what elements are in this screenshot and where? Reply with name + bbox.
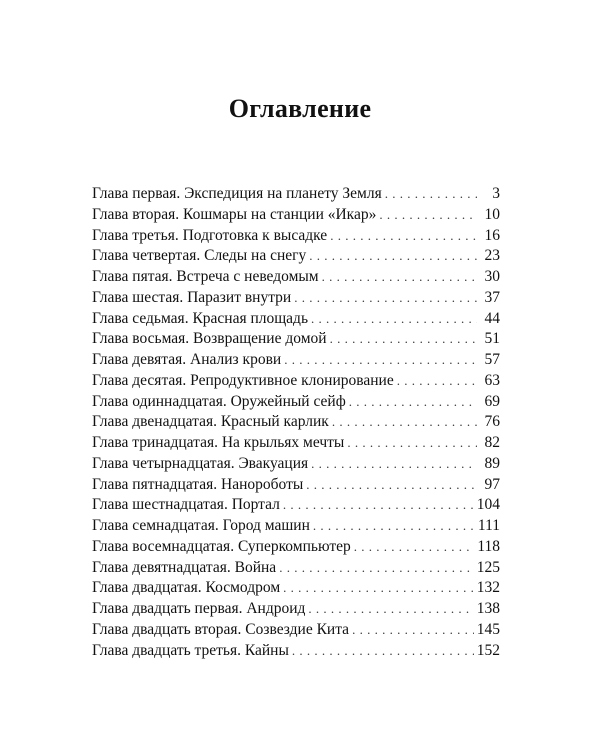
toc-entry-page-number: 82 [484, 434, 500, 451]
toc-entry-title: Глава третья. Подготовка к высадке [92, 226, 328, 244]
toc-entry-title: Глава девятнадцатая. Война [92, 558, 277, 576]
toc-entry-title: Глава шестнадцатая. Портал [92, 496, 280, 514]
dot-leader [309, 246, 477, 267]
toc-entry-page-number: 111 [477, 517, 500, 534]
toc-entry-title: Глава пятая. Встреча с неведомым [92, 268, 319, 285]
toc-entry-title: Глава двадцать третья. Кайны [92, 641, 289, 659]
toc-entry-title: Глава седьмая. Красная площадь [92, 309, 309, 327]
toc-entry [92, 329, 500, 350]
toc-entry-title: Глава первая. Экспедиция на планету Земля [92, 185, 382, 202]
toc-entry [92, 433, 500, 454]
toc-entry-page-number: 76 [484, 413, 500, 431]
toc-entry-title: Глава двадцать первая. Андроид [92, 600, 306, 617]
toc-entry-title: Глава двенадцатая. Красный карлик [92, 413, 329, 431]
dot-leader [379, 205, 477, 226]
toc-entry-title: Глава пятнадцатая. Нанороботы [92, 475, 304, 493]
table-of-contents [92, 184, 500, 661]
dot-leader [283, 578, 474, 599]
toc-entry [92, 267, 500, 288]
toc-entry-page-number: 118 [477, 537, 500, 555]
toc-entry [92, 558, 500, 579]
toc-entry-title: Глава десятая. Репродуктивное клонирование [92, 371, 394, 389]
toc-entry [92, 246, 500, 267]
toc-entry-title: Глава двадцатая. Космодром [92, 579, 281, 597]
toc-entry-title: Глава восьмая. Возвращение домой [92, 330, 327, 348]
toc-entry-page-number: 44 [484, 309, 500, 327]
toc-entry-title: Глава вторая. Кошмары на станции «Икар» [92, 205, 377, 223]
toc-entry-title: Глава четвертая. Следы на снегу [92, 247, 307, 265]
page-title: Оглавление [228, 94, 372, 123]
dot-leader [311, 454, 477, 475]
dot-leader [354, 537, 475, 558]
toc-entry-page-number: 10 [484, 205, 500, 223]
toc-entry-page-number: 16 [484, 226, 500, 244]
toc-entry-title: Глава тринадцатая. На крыльях мечты [92, 434, 345, 451]
toc-entry-page-number: 69 [484, 392, 500, 410]
toc-entry [92, 371, 500, 392]
toc-entry [92, 537, 500, 558]
dot-leader [332, 412, 477, 433]
toc-entry-page-number: 145 [476, 620, 500, 638]
dot-leader [322, 267, 477, 288]
dot-leader [279, 558, 474, 579]
toc-entry-page-number: 97 [484, 475, 500, 493]
toc-entry-page-number: 30 [484, 268, 500, 285]
toc-entry-page-number: 138 [476, 600, 500, 617]
dot-leader [352, 620, 474, 641]
toc-entry [92, 412, 500, 433]
toc-entry-page-number: 132 [476, 579, 500, 597]
dot-leader [349, 392, 477, 413]
toc-entry-page-number: 3 [492, 185, 500, 202]
dot-leader [306, 475, 477, 496]
toc-entry [92, 309, 500, 330]
dot-leader [311, 309, 477, 330]
dot-leader [292, 641, 474, 662]
toc-entry [92, 226, 500, 247]
dot-leader [313, 516, 475, 537]
toc-entry [92, 641, 500, 662]
toc-entry [92, 516, 500, 537]
toc-entry [92, 392, 500, 413]
dot-leader [294, 288, 477, 309]
toc-entry-page-number: 125 [476, 558, 500, 576]
toc-entry-page-number: 152 [476, 641, 500, 659]
dot-leader [397, 371, 477, 392]
dot-leader [385, 184, 477, 205]
toc-entry [92, 578, 500, 599]
toc-entry-title: Глава двадцать вторая. Созвездие Кита [92, 620, 350, 638]
dot-leader [283, 495, 474, 516]
toc-entry-title: Глава семнадцатая. Город машин [92, 517, 310, 534]
dot-leader [347, 433, 477, 454]
dot-leader [330, 226, 477, 247]
toc-entry-title: Глава шестая. Паразит внутри [92, 288, 292, 306]
toc-entry-title: Глава четырнадцатая. Эвакуация [92, 454, 309, 472]
toc-entry [92, 599, 500, 620]
toc-entry [92, 475, 500, 496]
toc-entry [92, 350, 500, 371]
toc-entry-title: Глава восемнадцатая. Суперкомпьютер [92, 537, 351, 555]
dot-leader [308, 599, 473, 620]
toc-entry [92, 205, 500, 226]
toc-entry-page-number: 89 [484, 454, 500, 472]
toc-entry [92, 288, 500, 309]
toc-entry-page-number: 37 [484, 288, 500, 306]
toc-entry-page-number: 23 [484, 247, 500, 265]
toc-entry-title: Глава девятая. Анализ крови [92, 351, 282, 368]
toc-entry [92, 620, 500, 641]
toc-entry-page-number: 104 [476, 496, 500, 514]
toc-entry [92, 454, 500, 475]
dot-leader [284, 350, 477, 371]
toc-entry-page-number: 51 [484, 330, 500, 348]
toc-entry [92, 495, 500, 516]
toc-entry-page-number: 63 [484, 371, 500, 389]
dot-leader [330, 329, 477, 350]
toc-entry [92, 184, 500, 205]
toc-entry-page-number: 57 [484, 351, 500, 368]
toc-entry-title: Глава одиннадцатая. Оружейный сейф [92, 392, 346, 410]
